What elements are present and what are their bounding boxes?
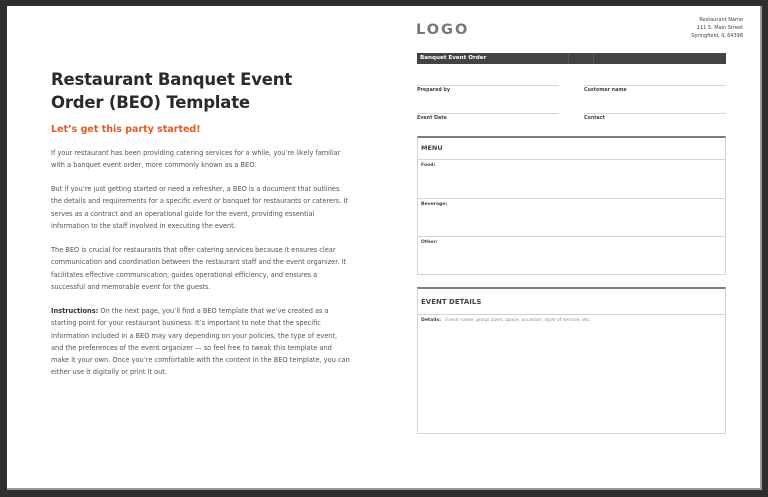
details-hint: Event name, group sizes, space, occasion, style of service, etc. (445, 318, 591, 323)
page-title (51, 68, 351, 114)
intro-paragraph-3: The BEO is crucial for restaurants that offer catering services because it ensures clear communication and coordination between the restaurant staff and the event organizer. It facilitates effective communication, guides operational efficiency, and ensures a successful and memorable event for the guests. (51, 246, 347, 291)
event-details-title: EVENT DETAILS (418, 289, 725, 315)
menu-section (417, 136, 726, 275)
menu-other-label: Other: (421, 240, 438, 245)
event-details-section (417, 287, 726, 434)
menu-beverage-label: Beverage: (421, 201, 448, 207)
intro-paragraph-2: But if you’re just getting started or need a refresher, a BEO is a document that outlines the details and requirements for a specific event or banquet for restaurants or caterers. It serves as a contract and an operational guide for the event, providing essential information to the staff involved in executing the event. (51, 185, 348, 230)
document-page (7, 6, 762, 490)
instructions-paragraph (51, 305, 351, 379)
restaurant-address (691, 16, 743, 40)
title-line-1: Restaurant Banquet Event (51, 70, 293, 89)
subtitle: Let’s get this party started! (51, 124, 201, 135)
prepared-by-label: Prepared by (417, 88, 451, 93)
header-divider (593, 53, 594, 64)
customer-name-field[interactable] (584, 85, 726, 99)
prepared-by-field[interactable] (417, 85, 559, 99)
intro-paragraph-1: If your restaurant has been providing catering services for a while, you’re likely familiar with a banquet event order, more commonly known as a BEO. (51, 149, 341, 170)
instructions-text: On the next page, you’ll find a BEO template that we’ve created as a starting point for your restaurant business. It’s important to note that the specific information included in a BEO may vary depending on your policies, the type of event, and the preferences of the event organizer — so feel free to tweak this template and make it your own. Once you’re comfortable with the content in the BEO template, you can either use it digitally or print it out. (51, 307, 350, 377)
event-details-field[interactable] (418, 315, 725, 326)
details-label: Details: (421, 318, 441, 323)
header-divider (568, 53, 569, 64)
contact-label: Contact (584, 116, 605, 121)
customer-name-label: Customer name (584, 88, 627, 93)
menu-other-field[interactable] (418, 237, 725, 276)
event-date-field[interactable] (417, 113, 559, 127)
restaurant-city: Springfield, IL 64398 (691, 33, 743, 39)
logo-placeholder: LOGO (416, 22, 470, 38)
restaurant-street: 111 S. Main Street (696, 25, 743, 31)
restaurant-name: Restaurant Name (699, 17, 743, 23)
menu-food-label: Food: (421, 163, 436, 168)
menu-beverage-field[interactable] (418, 199, 725, 238)
form-header-title: Banquet Event Order (420, 55, 487, 61)
form-header-bar (417, 53, 726, 64)
contact-field[interactable] (584, 113, 726, 127)
event-date-label: Event Date (417, 116, 447, 121)
menu-section-title: MENU (418, 138, 725, 160)
title-line-2: Order (BEO) Template (51, 93, 250, 112)
instructions-label: Instructions: (51, 307, 99, 315)
menu-food-field[interactable] (418, 160, 725, 199)
